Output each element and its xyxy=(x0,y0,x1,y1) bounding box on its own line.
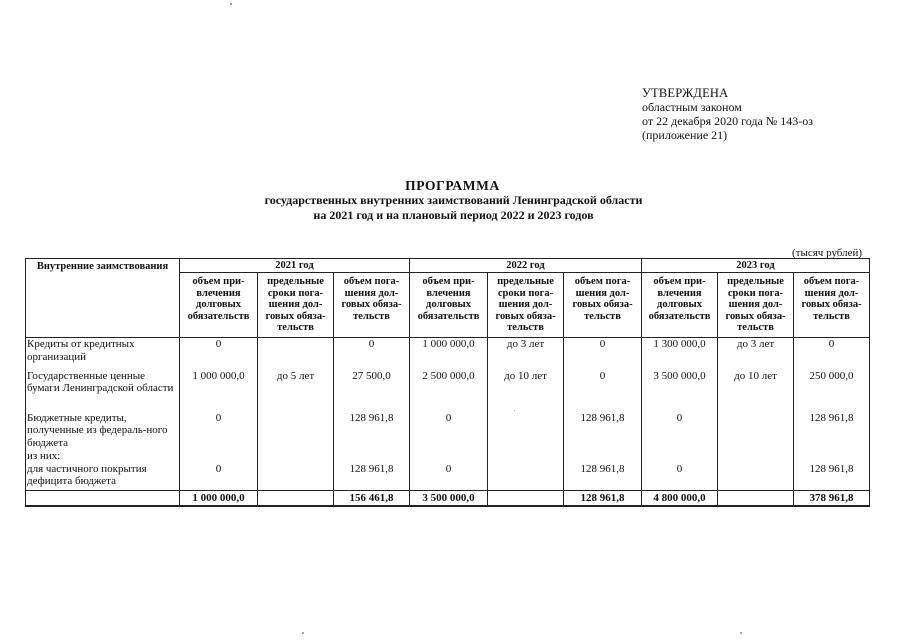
scan-speck xyxy=(302,632,304,634)
title-line-2: государственных внутренних заимствований Ленинградской области xyxy=(264,193,643,207)
cell xyxy=(258,463,334,491)
cell xyxy=(488,450,564,463)
cell: 0 xyxy=(180,412,258,450)
cell: до 10 лет xyxy=(718,370,794,412)
title-line-3: на 2021 год и на плановый период 2022 и 2023 годов xyxy=(313,208,594,222)
borrowing-program-table xyxy=(25,258,870,507)
row-label: Бюджетные кредиты, полученные из федераль-ного бюджета xyxy=(26,412,180,450)
total-cell: 156 461,8 xyxy=(334,491,410,506)
cell xyxy=(488,412,564,450)
cell: 0 xyxy=(794,338,870,370)
cell xyxy=(718,450,794,463)
total-row xyxy=(26,491,870,506)
table-row xyxy=(26,463,870,491)
header-year-2022: 2022 год xyxy=(410,259,642,273)
cell xyxy=(410,450,488,463)
header-attraction: объем при-влечения долговых обязательств xyxy=(180,273,258,338)
total-cell: 3 500 000,0 xyxy=(410,491,488,506)
approval-stamp xyxy=(642,86,813,142)
header-repayment: объем пога-шения дол-говых обяза-тельств xyxy=(334,273,410,338)
cell: 27 500,0 xyxy=(334,370,410,412)
header-term: предельные сроки пога-шения дол-говых обяза-тельств xyxy=(718,273,794,338)
header-year-2021: 2021 год xyxy=(180,259,410,273)
cell: 128 961,8 xyxy=(794,463,870,491)
cell: 3 500 000,0 xyxy=(642,370,718,412)
header-attraction: объем при-влечения долговых обязательств xyxy=(410,273,488,338)
scan-speck xyxy=(514,410,515,411)
cell: 1 300 000,0 xyxy=(642,338,718,370)
header-attraction: объем при-влечения долговых обязательств xyxy=(642,273,718,338)
year-header-row xyxy=(26,259,870,273)
cell: 0 xyxy=(410,412,488,450)
cell: 0 xyxy=(564,338,642,370)
table-row xyxy=(26,450,870,463)
scan-speck xyxy=(230,3,232,5)
cell: до 5 лет xyxy=(258,370,334,412)
table-row xyxy=(26,370,870,412)
table-row xyxy=(26,338,870,370)
row-label: для частичного покрытия дефицита бюджета xyxy=(26,463,180,491)
row-label: из них: xyxy=(26,450,180,463)
approved-line-3: (приложение 21) xyxy=(642,128,728,142)
total-cell xyxy=(488,491,564,506)
total-cell: 4 800 000,0 xyxy=(642,491,718,506)
cell: 0 xyxy=(180,463,258,491)
cell: 0 xyxy=(180,338,258,370)
cell: 128 961,8 xyxy=(334,412,410,450)
total-cell xyxy=(718,491,794,506)
cell xyxy=(488,463,564,491)
header-borrowings: Внутренние заимствования xyxy=(26,259,180,338)
cell: до 10 лет xyxy=(488,370,564,412)
cell: 128 961,8 xyxy=(334,463,410,491)
header-term: предельные сроки пога-шения дол-говых обяза-тельств xyxy=(488,273,564,338)
total-cell: 128 961,8 xyxy=(564,491,642,506)
row-label: Государственные ценные бумаги Ленинградской области xyxy=(26,370,180,412)
cell: до 3 лет xyxy=(718,338,794,370)
cell: 0 xyxy=(410,463,488,491)
units-note: (тысяч рублей) xyxy=(792,247,863,259)
cell: 0 xyxy=(642,412,718,450)
cell: 1 000 000,0 xyxy=(410,338,488,370)
total-label xyxy=(26,491,180,506)
cell: 128 961,8 xyxy=(564,412,642,450)
header-repayment: объем пога-шения дол-говых обяза-тельств xyxy=(794,273,870,338)
cell: 128 961,8 xyxy=(794,412,870,450)
cell xyxy=(794,450,870,463)
cell xyxy=(258,338,334,370)
header-repayment: объем пога-шения дол-говых обяза-тельств xyxy=(564,273,642,338)
cell xyxy=(258,412,334,450)
approved-line-2: от 22 декабря 2020 года № 143-оз xyxy=(642,114,814,128)
cell: 1 000 000,0 xyxy=(180,370,258,412)
header-term: предельные сроки пога-шения дол-говых обяза-тельств xyxy=(258,273,334,338)
cell xyxy=(564,450,642,463)
document-title xyxy=(0,178,905,223)
cell: до 3 лет xyxy=(488,338,564,370)
total-cell: 1 000 000,0 xyxy=(180,491,258,506)
cell: 0 xyxy=(642,463,718,491)
approved-line-1: областным законом xyxy=(642,100,742,114)
header-year-2023: 2023 год xyxy=(642,259,870,273)
cell xyxy=(718,463,794,491)
cell xyxy=(334,450,410,463)
approved-heading: УТВЕРЖДЕНА xyxy=(642,86,729,100)
table-row xyxy=(26,412,870,450)
total-cell: 378 961,8 xyxy=(794,491,870,506)
cell: 128 961,8 xyxy=(564,463,642,491)
total-cell xyxy=(258,491,334,506)
cell: 2 500 000,0 xyxy=(410,370,488,412)
cell xyxy=(718,412,794,450)
scan-speck xyxy=(740,632,742,634)
cell xyxy=(180,450,258,463)
cell: 0 xyxy=(334,338,410,370)
cell xyxy=(258,450,334,463)
cell xyxy=(642,450,718,463)
cell: 250 000,0 xyxy=(794,370,870,412)
title-line-1: ПРОГРАММА xyxy=(405,178,500,193)
row-label: Кредиты от кредитных организаций xyxy=(26,338,180,370)
cell: 0 xyxy=(564,370,642,412)
